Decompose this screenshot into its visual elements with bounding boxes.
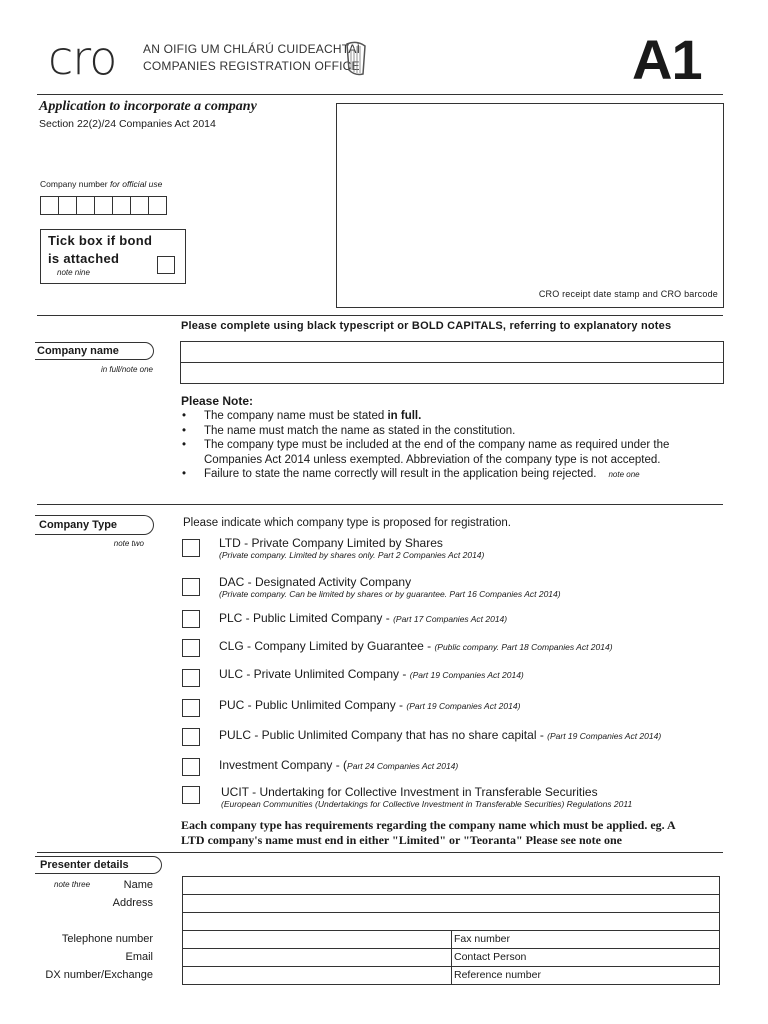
company-name-field-line1[interactable] xyxy=(180,341,724,363)
company-name-note: in full/note one xyxy=(100,365,153,374)
divider xyxy=(37,852,723,853)
cro-logo xyxy=(48,31,138,85)
option-detail: Part 24 Companies Act 2014) xyxy=(347,761,459,771)
email-label: Email xyxy=(125,951,153,963)
contact-person-label: Contact Person xyxy=(454,951,527,963)
pulc-checkbox[interactable] xyxy=(182,728,200,746)
puc-checkbox[interactable] xyxy=(182,699,200,717)
bond-note: note nine xyxy=(57,268,90,277)
company-number-cell[interactable] xyxy=(112,196,131,215)
presenter-details-tab: Presenter details xyxy=(35,856,162,874)
reference-number-field[interactable] xyxy=(451,966,720,985)
form-code: A1 xyxy=(632,28,702,91)
option-ulc xyxy=(219,667,524,681)
option-detail: (Public company. Part 18 Companies Act 2014) xyxy=(434,642,613,652)
company-number-cell[interactable] xyxy=(94,196,113,215)
receipt-stamp-box xyxy=(336,103,724,308)
option-ltd xyxy=(219,536,484,560)
option-label: DAC - Designated Activity Company xyxy=(219,575,412,589)
option-detail: (European Communities (Undertakings for Collective Investment in Transferable Securities) Regulations 2011 xyxy=(221,799,633,809)
presenter-note: note three xyxy=(54,880,91,889)
bond-box xyxy=(40,229,186,284)
ulc-checkbox[interactable] xyxy=(182,669,200,687)
divider xyxy=(37,315,723,316)
option-label: CLG - Company Limited by Guarantee - xyxy=(219,639,435,653)
contact-person-field[interactable] xyxy=(451,948,720,967)
harp-icon xyxy=(343,40,369,78)
dac-checkbox[interactable] xyxy=(182,578,200,596)
company-number-label-text: Company number xyxy=(40,179,108,189)
please-note-list xyxy=(181,409,721,483)
section-reference: Section 22(2)/24 Companies Act 2014 xyxy=(39,118,216,130)
option-label: PUC - Public Unlimited Company - xyxy=(219,698,407,712)
ucit-checkbox[interactable] xyxy=(182,786,200,804)
please-note-item xyxy=(181,467,721,483)
company-name-field-line2[interactable] xyxy=(180,362,724,384)
option-investment-company xyxy=(219,758,458,772)
company-type-footer-line2: LTD company's name must end in either "Limited" or "Teoranta" Please see note one xyxy=(181,833,622,847)
company-number-cell[interactable] xyxy=(130,196,149,215)
company-type-footer-line1: Each company type has requirements regarding the company name which must be applied. eg. A xyxy=(181,818,676,832)
company-type-tab: Company Type xyxy=(35,515,154,535)
option-clg xyxy=(219,639,613,653)
name-field[interactable] xyxy=(182,876,720,895)
option-plc xyxy=(219,611,507,625)
please-note-heading: Please Note: xyxy=(181,394,254,408)
option-label: LTD - Private Company Limited by Shares xyxy=(219,536,443,550)
company-number-cell[interactable] xyxy=(148,196,167,215)
please-note-item xyxy=(181,438,721,467)
option-detail: (Private company. Limited by shares only. Part 2 Companies Act 2014) xyxy=(219,550,485,560)
reference-number-label: Reference number xyxy=(454,969,541,981)
option-label: PULC - Public Unlimited Company that has no share capital - xyxy=(219,728,548,742)
investment-company-checkbox[interactable] xyxy=(182,758,200,776)
email-field[interactable] xyxy=(182,948,452,967)
company-number-label xyxy=(40,179,162,189)
telephone-field[interactable] xyxy=(182,930,452,949)
stamp-caption: CRO receipt date stamp and CRO barcode xyxy=(538,289,718,299)
note-text: The name must match the name as stated in the constitution. xyxy=(204,424,516,437)
bond-label-line1: Tick box if bond xyxy=(48,233,153,248)
ltd-checkbox[interactable] xyxy=(182,539,200,557)
option-detail: (Part 19 Companies Act 2014) xyxy=(409,670,524,680)
dx-field[interactable] xyxy=(182,966,452,985)
option-ucit xyxy=(221,785,632,809)
address-field-line2[interactable] xyxy=(182,912,720,931)
option-label: PLC - Public Limited Company - xyxy=(219,611,394,625)
header-divider xyxy=(37,94,723,95)
note-text: The company name must be stated xyxy=(204,410,388,422)
divider xyxy=(37,504,723,505)
option-detail: (Part 19 Companies Act 2014) xyxy=(547,731,662,741)
option-detail: (Private company. Can be limited by shares or by guarantee. Part 16 Companies Act 2014) xyxy=(219,589,561,599)
option-label: UCIT - Undertaking for Collective Investment in Transferable Securities xyxy=(221,785,598,799)
form-title: Application to incorporate a company xyxy=(39,99,257,114)
clg-checkbox[interactable] xyxy=(182,639,200,657)
official-use-note: for official use xyxy=(109,179,163,189)
fax-label: Fax number xyxy=(454,933,511,945)
company-number-cell[interactable] xyxy=(40,196,59,215)
option-label: ULC - Private Unlimited Company - xyxy=(219,667,410,681)
logo-text: cro xyxy=(48,31,117,85)
instruction-text: Please complete using black typescript or BOLD CAPITALS, referring to explanatory notes xyxy=(181,320,672,332)
company-number-cell[interactable] xyxy=(76,196,95,215)
fax-field[interactable] xyxy=(451,930,720,949)
plc-checkbox[interactable] xyxy=(182,610,200,628)
option-dac xyxy=(219,575,561,599)
company-name-tab: Company name xyxy=(35,342,154,360)
dx-label: DX number/Exchange xyxy=(45,969,153,981)
company-type-note: note two xyxy=(113,539,144,548)
please-note-item xyxy=(181,424,721,439)
note-one-ref: note one xyxy=(608,470,640,479)
address-label: Address xyxy=(112,897,153,909)
bond-checkbox[interactable] xyxy=(157,256,175,274)
note-bold-text: in full. xyxy=(387,410,422,422)
note-text: Failure to state the name correctly will result in the application being rejected. xyxy=(204,468,597,480)
option-detail: (Part 19 Companies Act 2014) xyxy=(406,701,521,711)
option-pulc xyxy=(219,728,661,742)
company-number-cell[interactable] xyxy=(58,196,77,215)
note-text: The company type must be included at the end of the company name as required under the Companies Act 2014 unless exempted. Abbreviation of the company type is not accepted. xyxy=(204,439,670,466)
org-name-english: COMPANIES REGISTRATION OFFICE xyxy=(143,59,360,73)
company-type-intro: Please indicate which company type is proposed for registration. xyxy=(183,517,511,529)
option-detail: (Part 17 Companies Act 2014) xyxy=(393,614,508,624)
bond-label-line2: is attached xyxy=(48,251,120,266)
address-field-line1[interactable] xyxy=(182,894,720,913)
company-number-cells xyxy=(40,196,167,215)
org-name-irish: AN OIFIG UM CHLÁRÚ CUIDEACHTAÍ xyxy=(143,42,361,56)
option-label: Investment Company - ( xyxy=(219,758,348,772)
please-note-item xyxy=(181,409,721,424)
option-puc xyxy=(219,698,520,712)
name-label: Name xyxy=(123,879,153,891)
telephone-label: Telephone number xyxy=(61,933,153,945)
